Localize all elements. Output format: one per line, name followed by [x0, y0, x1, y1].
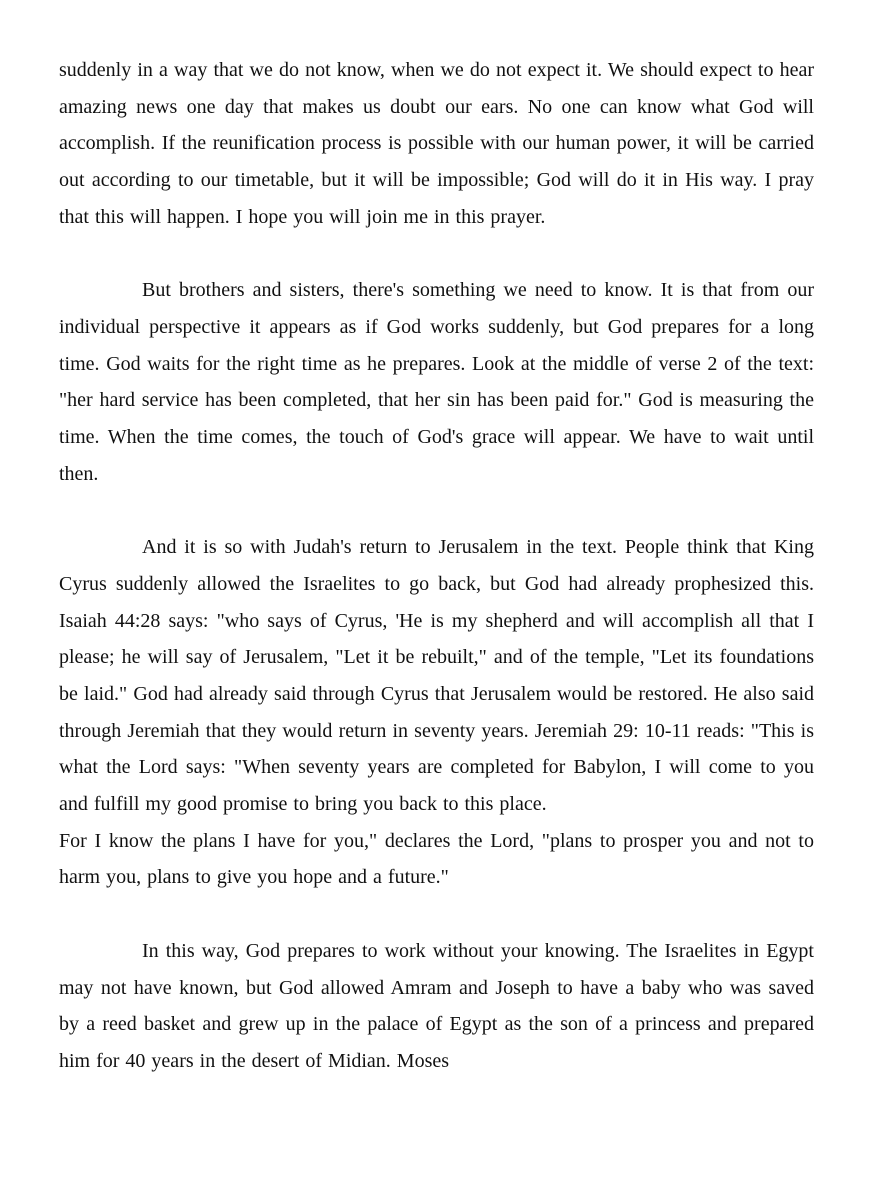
- document-page: [59, 52, 814, 1080]
- paragraph-5: In this way, God prepares to work without your knowing. The Israelites in Egypt may not have known, but God allowed Amram and Joseph to have a baby who was saved by a reed basket and grew up in the palace of Egypt as the son of a princess and prepared him for 40 years in the desert of Midian. Moses: [59, 939, 814, 1072]
- paragraph-3: And it is so with Judah's return to Jerusalem in the text. People think that King Cyrus suddenly allowed the Israelites to go back, but God had already prophesized this. Isaiah 44:28 says: "who says of Cyrus, 'He is my shepherd and will accomplish all that I please; he will say of Jerusalem, "Let it be rebuilt," and of the temple, "Let its foundations be laid." God had already said through Cyrus that Jerusalem would be restored. He also said through Jeremiah that they would return in seventy years. Jeremiah 29: 10-11 reads: "This is what the Lord says: "When seventy years are completed for Babylon, I will come to you and fulfill my good promise to bring you back to this place.: [59, 536, 814, 816]
- paragraph-4: For I know the plans I have for you," declares the Lord, "plans to prosper you and not to harm you, plans to give you hope and a future.": [59, 829, 814, 889]
- paragraph-1: suddenly in a way that we do not know, when we do not expect it. We should expect to hear amazing news one day that makes us doubt our ears. No one can know what God will accomplish. If the reunification process is possible with our human power, it will be carried out according to our timetable, but it will be impossible; God will do it in His way. I pray that this will happen. I hope you will join me in this prayer.: [59, 59, 814, 228]
- paragraph-2: But brothers and sisters, there's something we need to know. It is that from our individual perspective it appears as if God works suddenly, but God prepares for a long time. God waits for the right time as he prepares. Look at the middle of verse 2 of the text: "her hard service has been completed, that her sin has been paid for." God is measuring the time. When the time comes, the touch of God's grace will appear. We have to wait until then.: [59, 279, 814, 485]
